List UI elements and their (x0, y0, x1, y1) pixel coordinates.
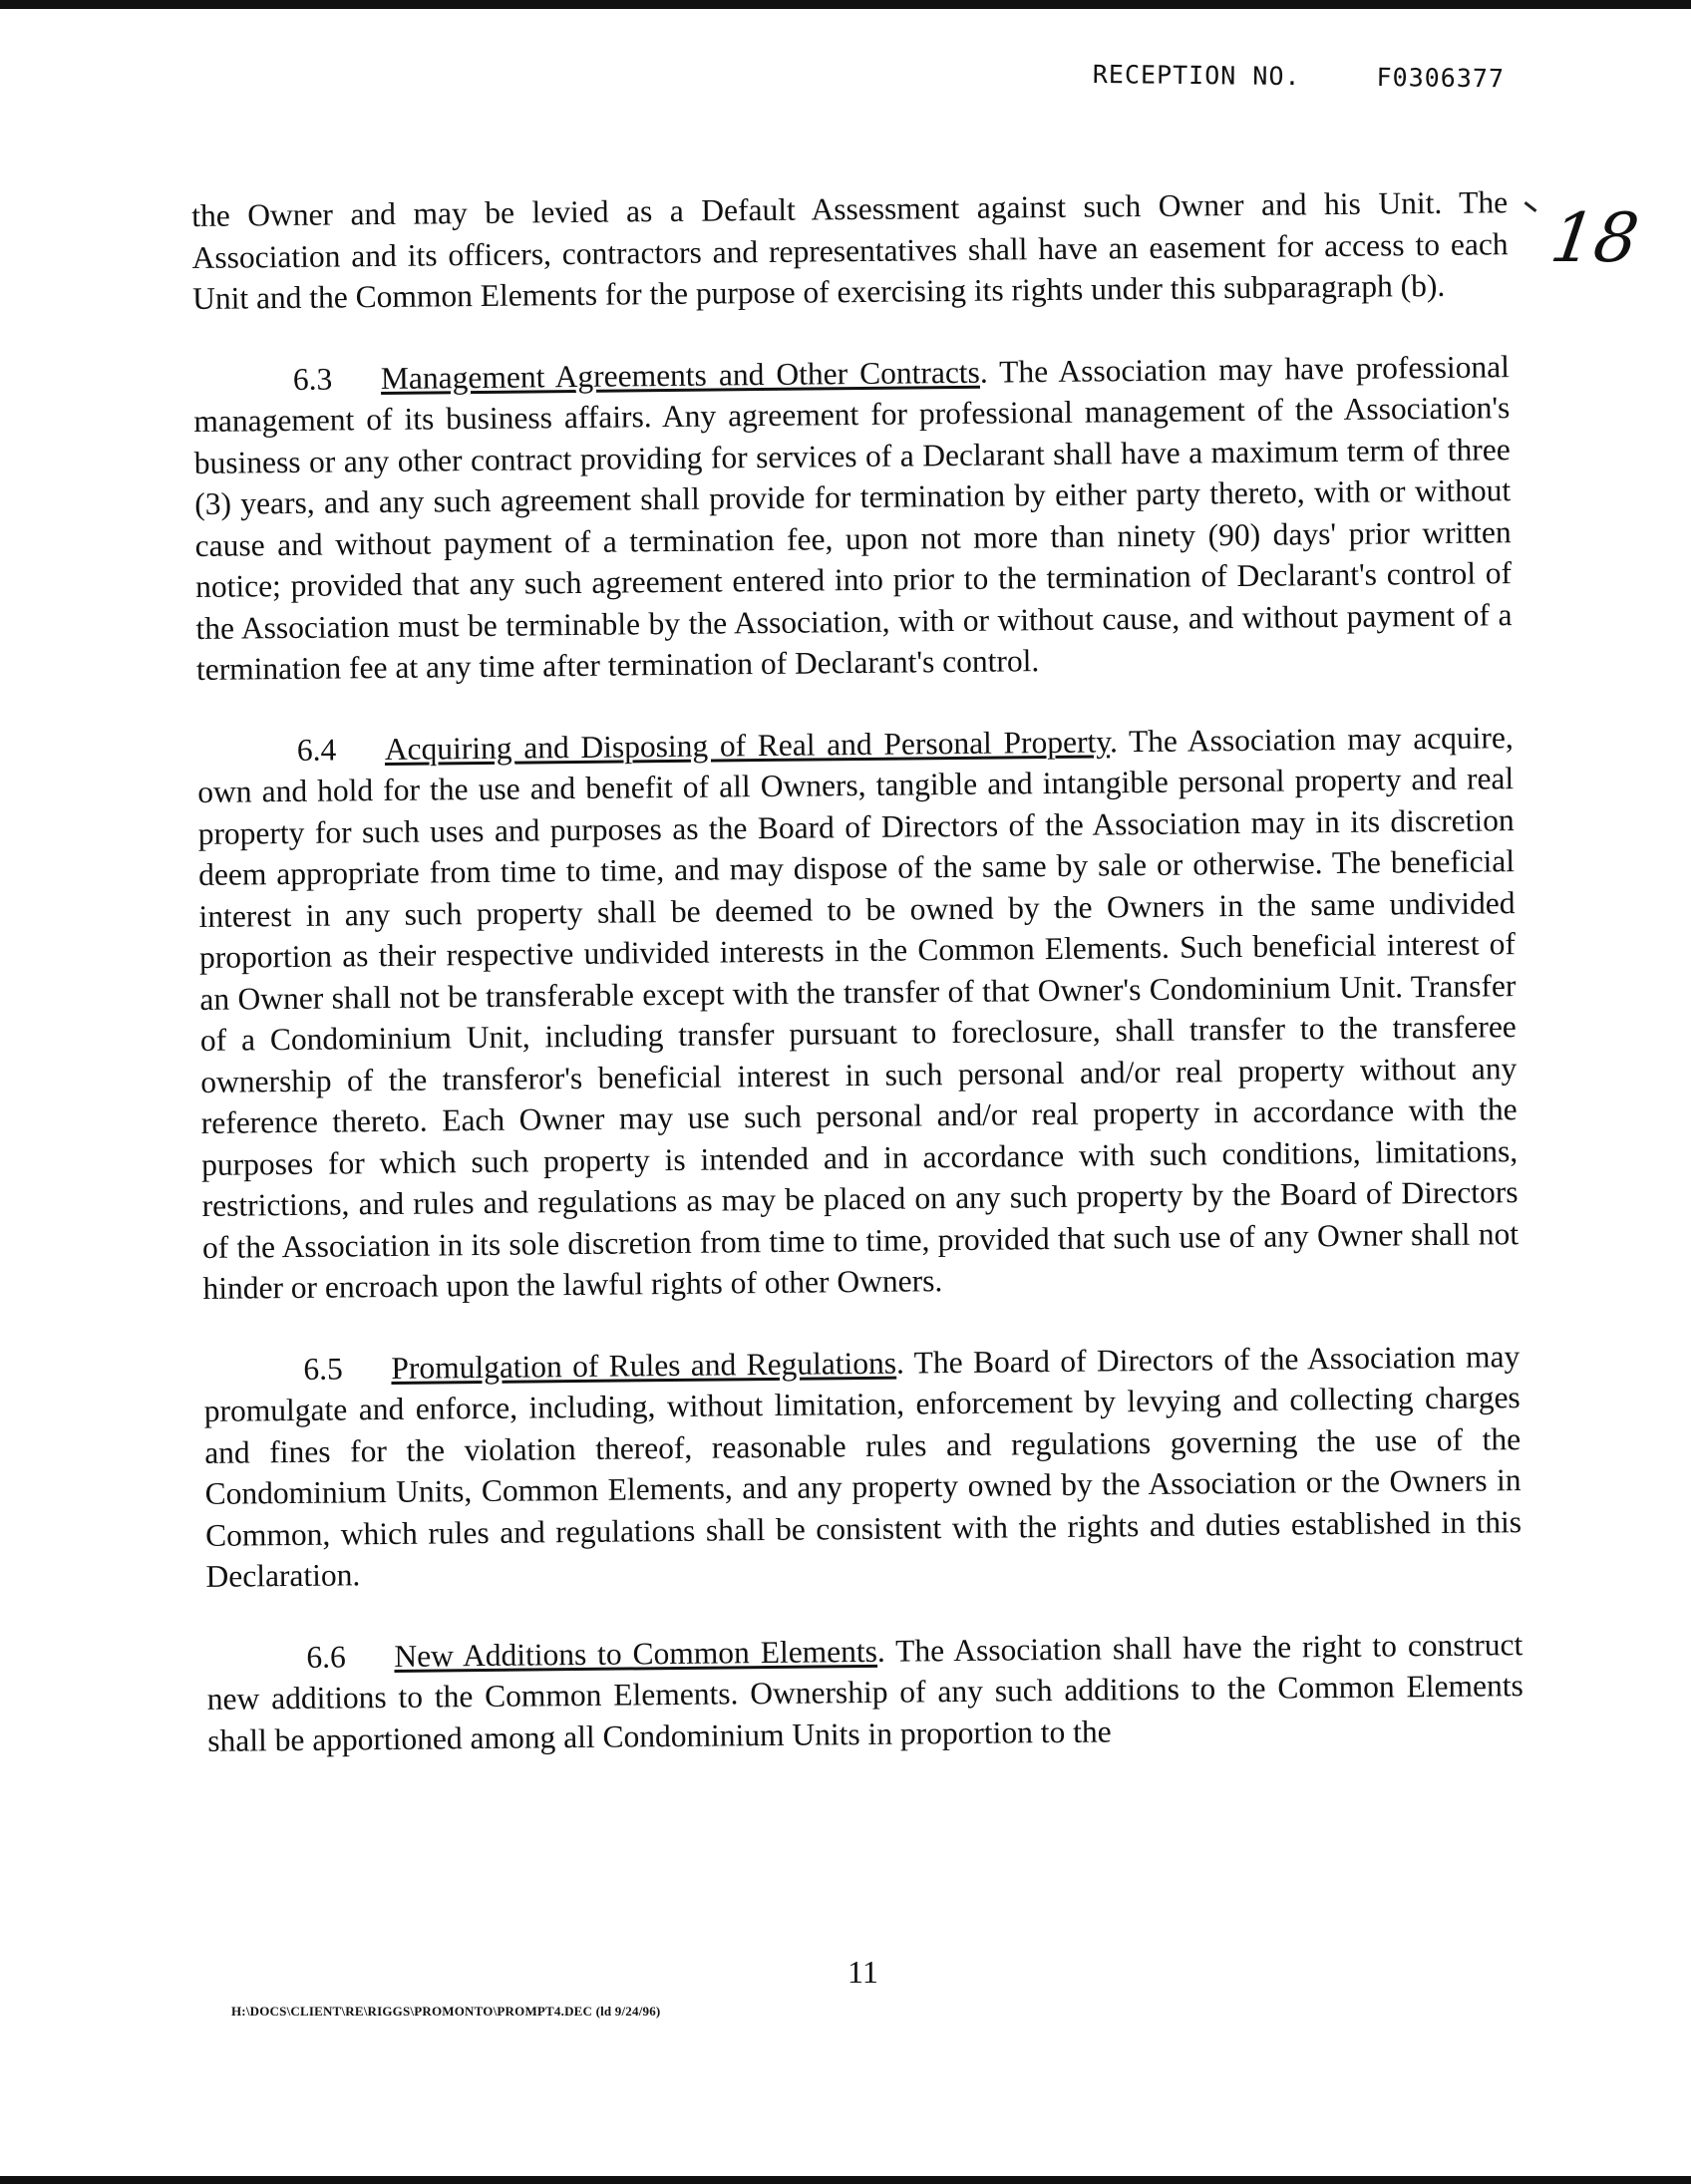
section-heading: Management Agreements and Other Contracts (380, 354, 981, 396)
section-body: . The Association shall have the right to construct new additions to the Common Elements. Ownership of any such additions to the Common Elements shall be apportioned among all Condominium Units in proportion to the (206, 1626, 1523, 1758)
section-heading: New Additions to Common Elements (394, 1633, 878, 1674)
top-scan-border (0, 0, 1691, 9)
reception-label: RECEPTION NO. (1092, 60, 1301, 92)
section-heading: Acquiring and Disposing of Real and Personal Property (384, 723, 1111, 767)
section-body: . The Board of Directors of the Association may promulgate and enforce, including, without limitation, enforcement by levying and collecting charges and fines for the violation thereof, reasonable rules and regulations governing the use of the Condominium Units, Common Elements, and any property owned by the Association or the Owners in Common, which rules and regulations shall be consistent with the rights and duties established in this Declaration. (203, 1338, 1522, 1594)
section-number: 6.3 (292, 361, 333, 397)
continuation-paragraph: the Owner and may be levied as a Default Assessment against such Owner and his Unit. The Association and its officers, contractors and representatives shall have an easement for access to each Unit and the Common Elements for the purpose of exercising its rights under this subparagraph (b). (191, 184, 1509, 316)
section-body: . The Association may have professional management of its business affairs. Any agreement for professional management of the Association's business or any other contract providing for services of a Declarant shall have a maximum term of three (3) years, and any such agreement shall provide for termination by either party thereto, with or without cause and without payment of a termination fee, upon not more than ninety (90) days' prior written notice; provided that any such agreement entered into prior to the termination of Declarant's control of the Association must be terminable by the Association, with or without cause, and without payment of a termination fee at any time after termination of Declarant's control. (193, 348, 1513, 687)
section-6-4 (197, 717, 1520, 1310)
section-number: 6.4 (296, 732, 337, 768)
section-body: . The Association may acquire, own and hold for the use and benefit of all Owners, tangible and intangible personal property and real property for such uses and purposes as the Board of Directors of the Association may in its discretion deem appropriate from time to time, and may dispose of the same by sale or otherwise. The beneficial interest in any such property shall be deemed to be owned by the Owners in the same undivided proportion as their respective undivided interests in the Common Elements. Such beneficial interest of an Owner shall not be transferable except with the transfer of that Owner's Condominium Unit. Transfer of a Condominium Unit, including transfer pursuant to foreclosure, shall transfer to the transferee ownership of the transferor's beneficial interest in such personal and/or real property without any reference thereto. Each Owner may use such personal and/or real property in accordance with the purposes for which such property is intended and in accordance with such conditions, limitations, restrictions, and rules and regulations as may be placed on any such property by the Board of Directors of the Association in its sole discretion from time to time, provided that such use of any Owner shall not hinder or encroach upon the lawful rights of other Owners. (197, 719, 1520, 1306)
section-heading: Promulgation of Rules and Regulations (391, 1345, 897, 1386)
section-6-3 (193, 346, 1513, 691)
section-6-6 (206, 1624, 1523, 1761)
section-number: 6.6 (306, 1638, 346, 1675)
reception-stamp (1093, 60, 1505, 93)
reception-number: F0306377 (1376, 62, 1506, 94)
handwritten-page-number: 18 (1545, 199, 1644, 278)
handwritten-tick-mark (1524, 201, 1537, 212)
bottom-scan-border (0, 2176, 1691, 2184)
document-body (191, 181, 1524, 1801)
section-6-5 (203, 1336, 1522, 1598)
section-number: 6.5 (303, 1350, 343, 1387)
page-number: 11 (847, 1954, 878, 1990)
footer-file-path: H:\DOCS\CLIENT\RE\RIGGS\PROMONTO\PROMPT4.DEC (ld 9/24/96) (231, 2004, 661, 2019)
